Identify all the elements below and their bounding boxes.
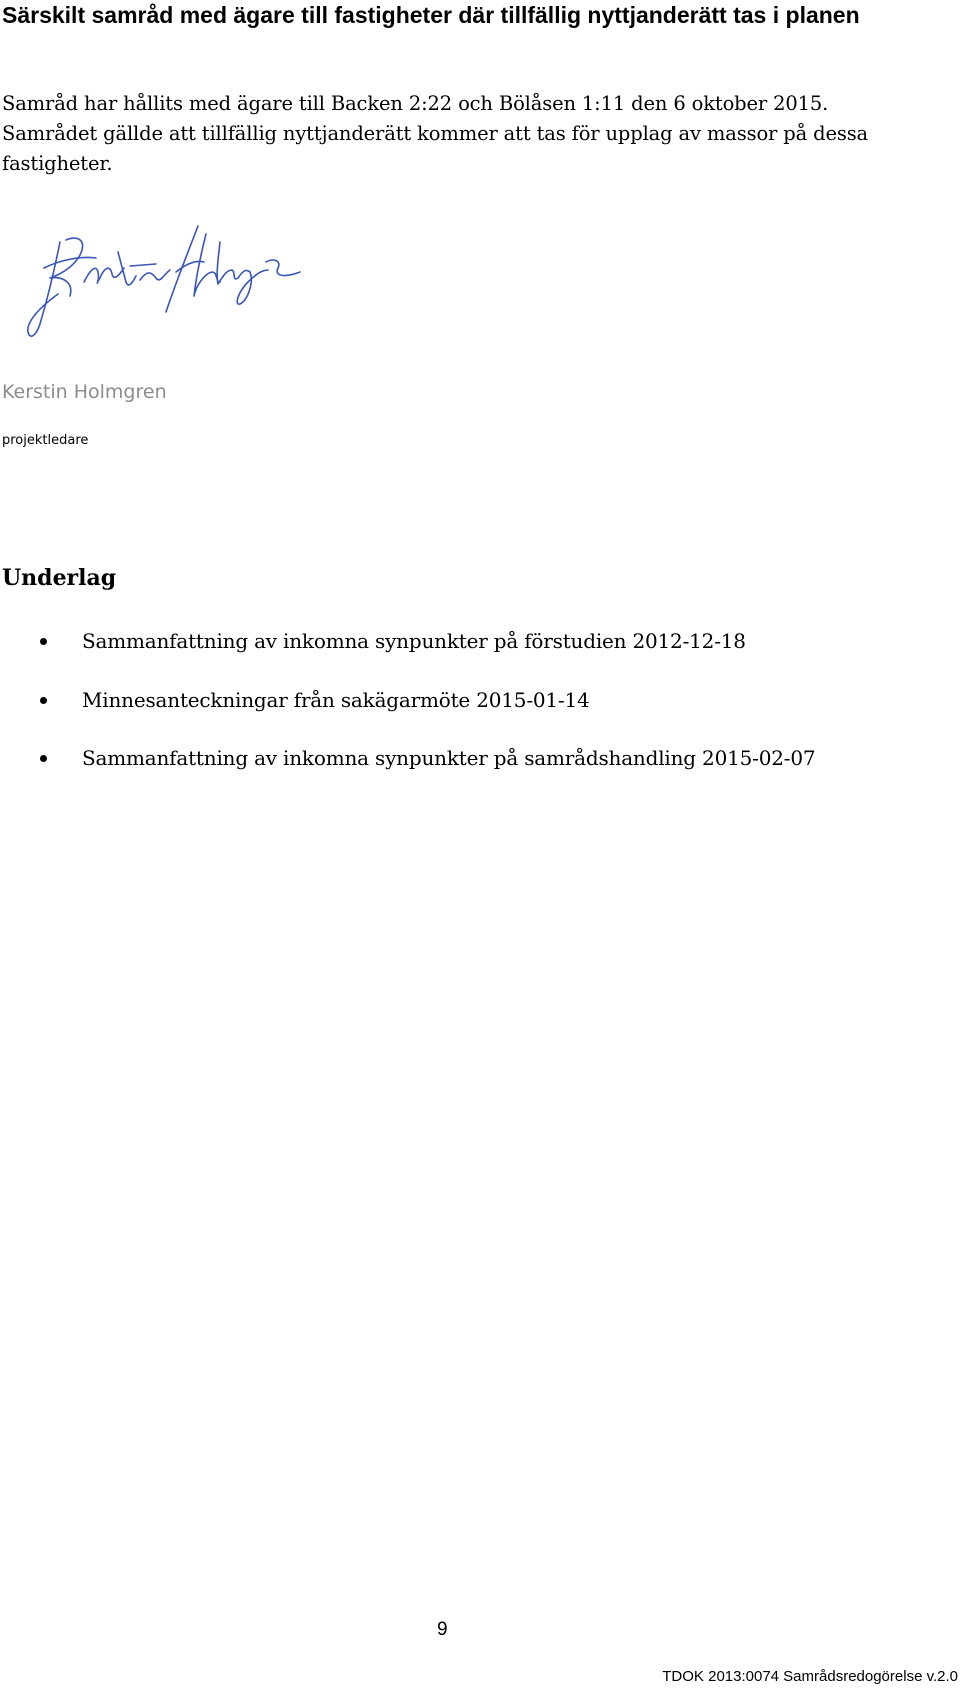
page-number: 9 [437, 1619, 448, 1640]
signer-role: projektledare [2, 433, 89, 448]
list-item-text: Sammanfattning av inkomna synpunkter på samrådshandling 2015-02-07 [82, 746, 816, 770]
underlag-heading: Underlag [2, 565, 117, 591]
document-reference: TDOK 2013:0074 Samrådsredogörelse v.2.0 [662, 1668, 958, 1685]
handwritten-signature [0, 212, 310, 352]
intro-paragraph [2, 89, 957, 179]
section-heading: Särskilt samråd med ägare till fastigheter där tillfällig nyttjanderätt tas i planen [2, 2, 860, 28]
intro-line: Samrådet gällde att tillfällig nyttjanderätt kommer att tas för upplag av massor på dessa [2, 122, 869, 145]
bullet-icon [40, 755, 47, 762]
intro-line: fastigheter. [2, 152, 113, 175]
list-item-text: Minnesanteckningar från sakägarmöte 2015-01-14 [82, 687, 590, 712]
bullet-icon [40, 638, 47, 645]
intro-line: Samråd har hållits med ägare till Backen 2:22 och Bölåsen 1:11 den 6 oktober 2015. [2, 92, 829, 115]
list-item-text: Sammanfattning av inkomna synpunkter på förstudien 2012-12-18 [82, 629, 746, 653]
bullet-icon [40, 697, 47, 704]
signer-name: Kerstin Holmgren [2, 381, 167, 403]
